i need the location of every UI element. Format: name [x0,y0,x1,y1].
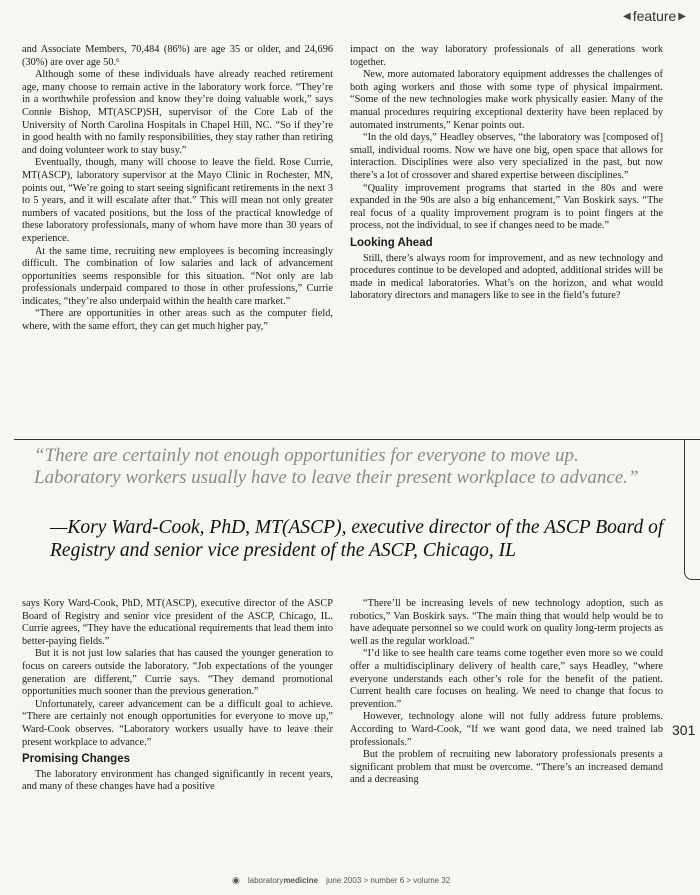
paragraph: and Associate Members, 70,484 (86%) are age 35 or older, and 24,696 (30%) are over age 50.⁶ [22,44,333,68]
triangle-right-icon: ▶ [678,10,686,22]
paragraph: Unfortunately, career advancement can be a difficult goal to achieve. “There are certainly not enough opportunities for everyone to move up,” Ward-Cook observes. “Laboratory workers usually have to leave their present workplace to advance.” [22,698,333,748]
column-bottom-right [350,598,663,787]
paragraph: Still, there’s always room for improvement, and as new technology and procedures continue to be developed and adopted, additional strides will be made in medical laboratories. What’s on the horizon, and what would laboratory directors and managers like to see in the field’s future? [350,252,663,302]
page-number: 301 [672,722,696,738]
triangle-left-icon: ◀ [623,10,631,22]
paragraph: At the same time, recruiting new employees is becoming increasingly difficult. The combination of low salaries and lack of advancement opportunities seems responsible for this situation. “Not only are lab professionals underpaid compared to those in other professions,” Currie indicates, “they’re also underpaid within the health care market.” [22,245,333,307]
paragraph: “There’ll be increasing levels of new technology adoption, such as robotics,” Van Boskirk says. “The main thing that would help would be to have adequate personnel so we could work on quality long-term projects as well as the regular workload.” [350,598,663,647]
paragraph: However, technology alone will not fully address future problems. According to Ward-Cook, “If we want good data, we need trained lab professionals.” [350,711,663,748]
journal-name: laboratorymedicine [247,876,319,885]
pull-quote-box [0,437,700,589]
corner-rule [684,439,700,580]
section-heading-looking-ahead: Looking Ahead [350,236,433,249]
pull-quote-text: “There are certainly not enough opportunities for everyone to move up. Laboratory workers usually have to leave their present workplace to advance.” [34,445,639,488]
paragraph: says Kory Ward-Cook, PhD, MT(ASCP), executive director of the ASCP Board of Registry and senior vice president of the ASCP, Chicago, IL. Currie agrees, “They have the educational requirements that lead them into better-paying fields.” [22,598,333,647]
paragraph: “There are opportunities in other areas such as the computer field, where, with the same effort, they can get much higher pay,” [22,308,333,333]
paragraph: New, more automated laboratory equipment addresses the challenges of both aging workers and those with some type of physical impairment. “Some of the new technologies make work physically easier. Many of the manual procedures requiring exceptional dexterity have been replaced by automated instruments,” Kenar points out. [350,69,663,131]
section-tag [623,8,686,24]
paragraph: Although some of these individuals have already reached retirement age, many choose to remain active in the laboratory work force. “They’re in a worthwhile profession and know they’re doing valuable work,” says Connie Bishop, MT(ASCP)SH, supervisor of the Core Lab of the University of North Carolina Hospitals in Chapel Hill, NC. “So if they’re in good health with no family responsibilities, they stay rather than retiring and doing volunteer work to stay busy.” [22,69,333,156]
paragraph: “Quality improvement programs that started in the 80s and were expanded in the 90s are also a big enhancement,” Van Boskirk says. “The real focus of a quality improvement program is to point fingers at the process, not the individual, to see if changes need to be made.” [350,182,663,232]
paragraph: But it is not just low salaries that has caused the younger generation to focus on careers outside the laboratory. “Job expectations of the younger generation are different,” Currie says. “They demand promotional opportunities much sooner than the previous generation.” [22,648,333,698]
footer [232,875,450,886]
paragraph: The laboratory environment has changed significantly in recent years, and many of these changes have had a positive [22,768,333,793]
section-label: feature [632,8,677,24]
section-heading-promising-changes: Promising Changes [22,753,130,766]
column-top-left [22,44,333,334]
circle-bullet-icon: ◉ [232,875,240,885]
column-bottom-left [22,598,333,794]
paragraph: Eventually, though, many will choose to leave the field. Rose Currie, MT(ASCP), laboratory supervisor at the Mayo Clinic in Rochester, MN, points out, “We’re going to start seeing significant retirements in the next 3 to 5 years, and it will escalate after that.” This will mean not only greater numbers of vacated positions, but the loss of the practical knowledge of these laboratory professionals, many of whom have more than 30 years of experience. [22,157,333,244]
paragraph: “I’d like to see health care teams come together even more so we could offer a multidisciplinary delivery of health care,” says Headley, “where everyone understands each other’s role for the benefit of the patient. Current health care focuses on healing. We need to change that focus to prevention.” [350,648,663,710]
paragraph: But the problem of recruiting new laboratory professionals presents a significant problem that must be overcome. “There’s an increased demand and a decreasing [350,749,663,786]
paragraph: impact on the way laboratory professionals of all generations work together. [350,44,663,68]
paragraph: “In the old days,” Headley observes, “the laboratory was [composed of] small, individual rooms. Now we have one big, open space that allows for interaction. Disciplines were also very specialized in the past, but now there’s a lot of crossover and shared expertise between disciplines.” [350,132,663,181]
column-top-right [350,44,663,303]
divider-rule [14,439,700,440]
pull-quote-attribution: —Kory Ward-Cook, PhD, MT(ASCP), executive director of the ASCP Board of Registry and senior vice president of the ASCP, Chicago, IL [50,517,664,561]
issue-info: june 2003 > number 6 > volume 32 [326,876,451,885]
